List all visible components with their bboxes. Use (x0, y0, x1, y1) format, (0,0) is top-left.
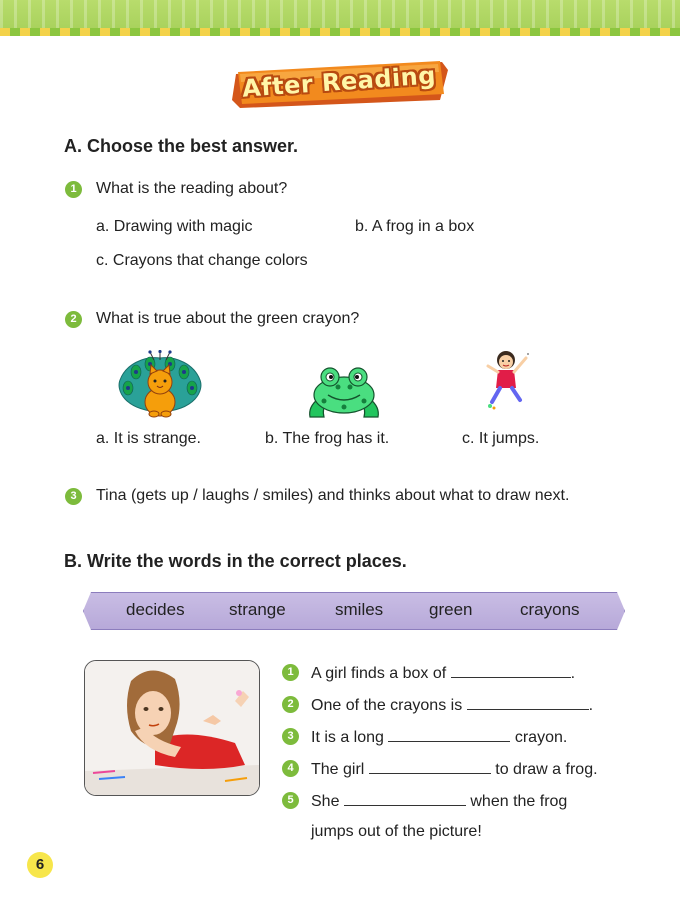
sentence-3-after: crayon. (514, 729, 568, 746)
sentence-3 (311, 727, 567, 747)
section-b-heading: B. Write the words in the correct places. (64, 551, 407, 571)
sentence-1-blank[interactable] (451, 663, 571, 678)
question-1-option-b[interactable]: b. A frog in a box (355, 218, 475, 235)
sentence-5-blank[interactable] (344, 791, 466, 806)
banner-title: After Reading (241, 61, 437, 103)
sentence-5-continuation: jumps out of the picture! (311, 823, 482, 840)
question-3-number-badge: 3 (65, 488, 82, 505)
sentence-3-number-badge: 3 (282, 728, 299, 745)
sentence-2-before: One of the crayons is (311, 697, 463, 714)
sentence-3-before: It is a long (311, 729, 384, 746)
sentence-2-number-badge: 2 (282, 696, 299, 713)
sentence-5-after: when the frog (470, 793, 568, 810)
page-number-badge: 6 (27, 852, 53, 878)
jumping-girl-illustration (482, 348, 532, 414)
word-bank-word-decides: decides (126, 600, 185, 619)
word-bank-word-smiles: smiles (335, 600, 384, 619)
question-1-option-a[interactable]: a. Drawing with magic (96, 218, 253, 235)
after-reading-banner (228, 60, 450, 110)
sentence-1 (311, 663, 575, 683)
word-bank-word-strange: strange (229, 600, 286, 619)
sentence-5-before: She (311, 793, 340, 810)
sentence-4 (311, 759, 598, 779)
sentence-5-number-badge: 5 (282, 792, 299, 809)
peacock-cat-illustration (114, 350, 206, 420)
sentence-2-blank[interactable] (467, 695, 589, 710)
question-2-option-b[interactable]: b. The frog has it. (265, 430, 390, 447)
thinking-girl-photo (84, 660, 260, 796)
question-3-sentence[interactable]: Tina (gets up / laughs / smiles) and thinks about what to draw next. (96, 487, 570, 504)
question-2-option-a[interactable]: a. It is strange. (96, 430, 201, 447)
sentence-4-after: to draw a frog. (495, 761, 598, 778)
thinking-girl-image (85, 661, 259, 795)
question-1-text: What is the reading about? (96, 180, 288, 197)
question-2-text: What is true about the green crayon? (96, 310, 360, 327)
question-2-number-badge: 2 (65, 311, 82, 328)
question-1-option-c[interactable]: c. Crayons that change colors (96, 252, 308, 269)
sentence-4-before: The girl (311, 761, 365, 778)
sentence-4-blank[interactable] (369, 759, 491, 774)
green-frog-illustration (304, 365, 384, 421)
sentence-1-after: . (570, 665, 576, 682)
word-bank-word-green: green (429, 600, 473, 619)
sentence-2 (311, 695, 593, 715)
question-2-option-c[interactable]: c. It jumps. (462, 430, 540, 447)
sentence-4-number-badge: 4 (282, 760, 299, 777)
sentence-3-blank[interactable] (388, 727, 510, 742)
sentence-1-before: A girl finds a box of (311, 665, 447, 682)
question-1-number-badge: 1 (65, 181, 82, 198)
word-bank-word-crayons: crayons (520, 600, 580, 619)
sentence-2-after: . (588, 697, 594, 714)
sentence-5 (311, 791, 567, 811)
section-a-heading: A. Choose the best answer. (64, 136, 299, 156)
sentence-1-number-badge: 1 (282, 664, 299, 681)
top-decorative-edge (0, 28, 680, 36)
